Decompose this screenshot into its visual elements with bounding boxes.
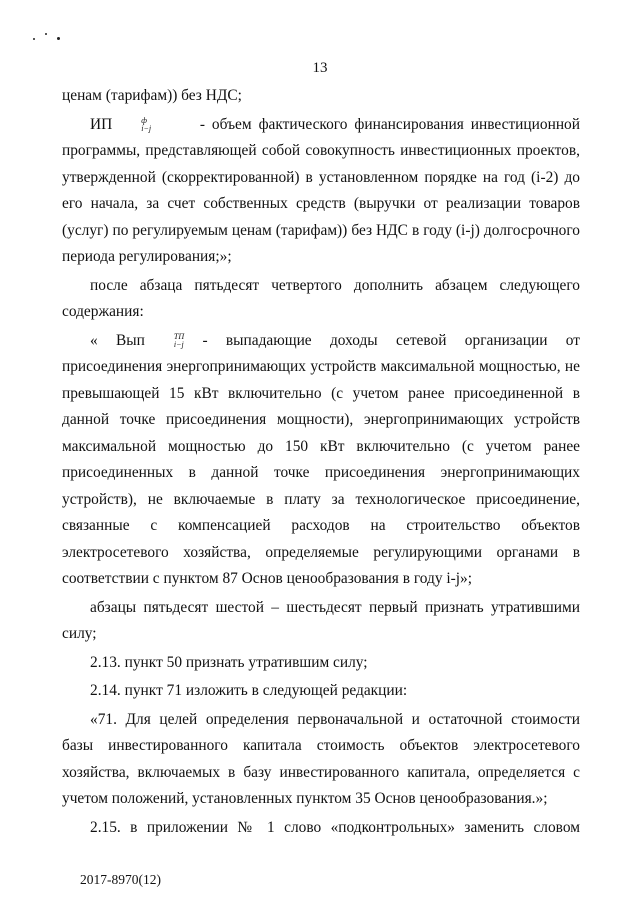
- scan-speck: [45, 33, 47, 35]
- formula-superscript: ТП: [173, 331, 185, 341]
- quote-close: »;: [535, 790, 548, 807]
- paragraph-3: после абзаца пятьдесят четвертого дополнить абзацем следующего содержания:: [62, 276, 580, 320]
- formula-symbol-ip: ИП: [90, 115, 113, 133]
- paragraph-1: ценам (тарифам)) без НДС;: [62, 87, 242, 104]
- formula-indices: [113, 117, 151, 133]
- quote-open: «: [90, 710, 98, 728]
- document-body: [62, 83, 580, 843]
- scan-speck: [57, 37, 60, 40]
- formula-subscript: i−j: [141, 123, 152, 133]
- formula-symbol-vyp: Вып: [116, 331, 145, 349]
- paragraph-7: 2.14. пункт 71 изложить в следующей редакции:: [90, 682, 408, 699]
- scan-speck: [33, 38, 35, 40]
- paragraph-2-text: - объем фактического финансирования инвестиционной программы, представляющей собой совокупность инвестиционных проектов, утвержденной (скорректированной) в установленном порядке на год (i-2) до его начала, за счет собственных средств (выручки от реализации товаров (услуг) по регулируемым ценам (тарифам)) без НДС в году (i-j) долгосрочного периода регулирования;»;: [62, 115, 580, 265]
- paragraph-8-text: 71. Для целей определения первоначальной и остаточной стоимости базы инвестированного капитала стоимость объектов электросетевого хозяйства, включаемых в базу инвестированного капитала, определяется с учетом положений, установленных пунктом 35 Основ ценообразования.: [62, 710, 580, 807]
- document-code: 2017-8970(12): [80, 872, 161, 887]
- paragraph-4: [62, 328, 580, 593]
- paragraph-4-text: - выпадающие доходы сетевой организации от присоединения энергопринимающих устройств максимальной мощностью, не превышающей 15 кВт включительно (с учетом ранее присоединенной в данной точке присоединения мощности), энергопринимающих устройств максимальной мощностью до 150 кВт включительно (с учетом ранее присоединенных в данной точке присоединения энергопринимающих устройств), не включаемые в плату за технологическое присоединение, связанные с компенсацией расходов на строительство объектов электросетевого хозяйства, определяемые регулирующими органами в соответствии с пунктом 87 Основ ценообразования в году i-j»;: [62, 331, 580, 587]
- page-number: 13: [312, 60, 328, 76]
- formula-indices: [146, 333, 184, 349]
- paragraph-2: [62, 112, 580, 271]
- formula-subscript: i−j: [173, 339, 184, 349]
- paragraph-8: [62, 707, 580, 813]
- quote-open: «: [90, 331, 98, 349]
- paragraph-6: 2.13. пункт 50 признать утратившим силу;: [90, 653, 368, 671]
- paragraph-5: абзацы пятьдесят шестой – шестьдесят первый признать утратившими силу;: [62, 598, 580, 642]
- paragraph-9: 2.15. в приложении № 1 слово «подконтрольных» заменить словом: [90, 818, 580, 836]
- formula-superscript: ф: [141, 115, 147, 125]
